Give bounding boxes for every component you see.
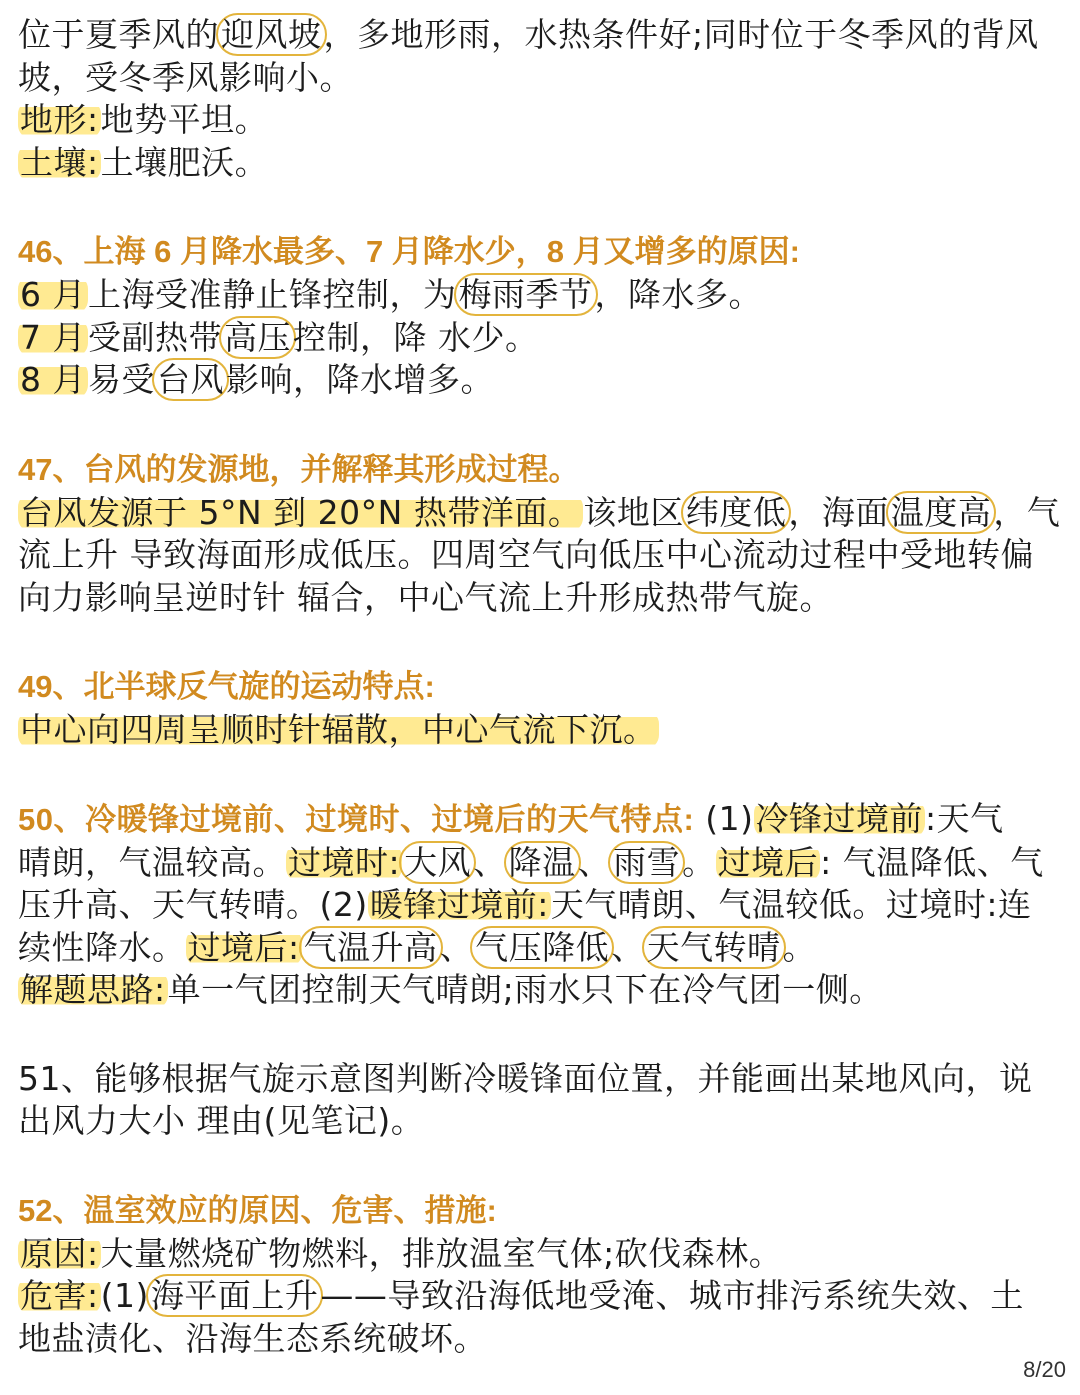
circled-text: 温度高 bbox=[886, 491, 997, 534]
text: (1) bbox=[100, 1276, 149, 1315]
text: 上海受准静止锋控制，为 bbox=[88, 275, 457, 314]
section-50 bbox=[18, 798, 1058, 1012]
text: 受副热带 bbox=[88, 317, 222, 357]
highlighted-label: 6 月 bbox=[20, 275, 86, 314]
question-heading: 52、温室效应的原因、危害、措施: bbox=[18, 1192, 497, 1228]
question-heading: 49、北半球反气旋的运动特点: bbox=[18, 669, 435, 704]
text-line bbox=[18, 317, 1058, 360]
spacer bbox=[18, 1012, 1058, 1058]
text: ，多地形雨，水热条件好;同时位于冬季风的背风 bbox=[323, 15, 1039, 54]
circled-text: 迎风坡 bbox=[216, 13, 327, 56]
circled-text: 大风 bbox=[399, 841, 476, 884]
section-49 bbox=[18, 665, 1058, 752]
note-content bbox=[18, 14, 1061, 1360]
circled-text: 气温升高 bbox=[299, 926, 443, 969]
text-line bbox=[18, 798, 1058, 842]
highlighted-label: 冷锋过境前 bbox=[755, 798, 924, 838]
text-line bbox=[18, 359, 1058, 402]
text-line: 坡，受冬季风影响小。 bbox=[18, 57, 353, 97]
page-number: 8/20 bbox=[1023, 1357, 1066, 1382]
text: 单一气团控制天气晴朗;雨水只下在冷气团一侧。 bbox=[167, 970, 883, 1009]
circled-text: 海平面上升 bbox=[146, 1274, 324, 1317]
text: ，海面 bbox=[788, 492, 889, 532]
text: 续性降水。 bbox=[18, 927, 186, 967]
highlighted-text: 中心向四周呈顺时针辐散，中心气流下沉。 bbox=[20, 710, 657, 749]
section-47 bbox=[18, 448, 1061, 620]
text: ——导致沿海低地受淹、城市排污系统失效、土 bbox=[320, 1276, 1024, 1315]
highlighted-label: 原因: bbox=[20, 1233, 99, 1273]
text: ，气 bbox=[993, 492, 1061, 532]
highlighted-label: 过境时: bbox=[288, 842, 401, 882]
text-line: 地盐渍化、沿海生态系统破坏。 bbox=[18, 1318, 487, 1358]
highlighted-label: 解题思路: bbox=[20, 970, 166, 1009]
circled-text: 天气转晴 bbox=[642, 926, 786, 969]
spacer bbox=[18, 184, 1058, 230]
highlighted-text: 台风发源于 5°N 到 20°N 热带洋面。 bbox=[20, 492, 582, 532]
section-top-continuation bbox=[18, 14, 1058, 184]
spacer bbox=[18, 1143, 1058, 1189]
text-line bbox=[18, 1275, 1058, 1318]
circled-text: 台风 bbox=[152, 358, 229, 401]
question-heading: 50、冷暖锋过境前、过境时、过境后的天气特点: bbox=[18, 801, 695, 837]
text-line: 出风力大小 理由(见笔记)。 bbox=[18, 1101, 425, 1140]
text: 。 bbox=[682, 842, 716, 882]
text: 大量燃烧矿物燃料，排放温室气体;砍伐森林。 bbox=[100, 1233, 783, 1273]
circled-text: 降温 bbox=[504, 841, 581, 884]
highlighted-label: 过境后: bbox=[187, 927, 300, 967]
text: 土壤肥沃。 bbox=[100, 142, 269, 182]
text-line: 51、能够根据气旋示意图判断冷暖锋面位置，并能画出某地风向，说 bbox=[18, 1058, 1033, 1098]
text-line bbox=[18, 492, 1061, 535]
text-line bbox=[18, 927, 1058, 970]
circled-text: 纬度低 bbox=[681, 491, 792, 534]
circled-text: 梅雨季节 bbox=[454, 273, 598, 316]
text-line bbox=[18, 14, 1058, 57]
text: 压升高、天气转晴。(2) bbox=[18, 885, 368, 924]
section-51 bbox=[18, 1058, 1058, 1143]
text: 、 bbox=[473, 842, 507, 882]
question-heading: 47、台风的发源地，并解释其形成过程。 bbox=[18, 451, 580, 487]
spacer bbox=[18, 619, 1058, 665]
text-line bbox=[18, 969, 1058, 1012]
text: 晴朗，气温较高。 bbox=[18, 842, 286, 882]
highlighted-label: 危害: bbox=[20, 1276, 99, 1315]
highlighted-label: 暖锋过境前: bbox=[369, 885, 549, 924]
text: 控制，降 水少。 bbox=[293, 317, 539, 357]
section-52 bbox=[18, 1189, 1058, 1361]
text: 。 bbox=[782, 927, 817, 967]
text: (1) bbox=[694, 798, 754, 838]
text: 、 bbox=[439, 927, 474, 967]
text: 影响，降水增多。 bbox=[226, 360, 494, 399]
text: 地势平坦。 bbox=[100, 100, 269, 139]
text-line bbox=[18, 274, 1058, 317]
highlighted-label: 8 月 bbox=[20, 360, 86, 399]
spacer bbox=[18, 752, 1058, 798]
text-line bbox=[18, 709, 1058, 752]
circled-text: 气压降低 bbox=[470, 926, 614, 969]
text: 易受 bbox=[88, 360, 155, 399]
text: 位于夏季风的 bbox=[18, 15, 219, 54]
text: :天气 bbox=[925, 798, 1004, 838]
spacer bbox=[18, 402, 1058, 448]
text-line bbox=[18, 1233, 1058, 1276]
text-line bbox=[18, 99, 1058, 142]
text: ，降水多。 bbox=[594, 275, 762, 314]
text: 该地区 bbox=[583, 492, 684, 532]
question-heading: 46、上海 6 月降水最多、7 月降水少，8 月又增多的原因: bbox=[18, 234, 800, 269]
text: 天气晴朗、气温较低。过境时:连 bbox=[550, 885, 1032, 924]
section-46 bbox=[18, 230, 1058, 402]
text: 、 bbox=[577, 842, 612, 882]
highlighted-label: 地形: bbox=[20, 100, 99, 139]
text-line: 向力影响呈逆时针 辐合，中心气流上升形成热带气旋。 bbox=[18, 577, 833, 617]
circled-text: 高压 bbox=[219, 316, 296, 359]
highlighted-label: 7 月 bbox=[20, 317, 86, 357]
text-line bbox=[18, 142, 1058, 185]
highlighted-label: 土壤: bbox=[20, 142, 99, 182]
text: 、 bbox=[611, 927, 645, 967]
circled-text: 雨雪 bbox=[608, 841, 685, 884]
text: : 气温降低、气 bbox=[820, 842, 1044, 882]
text-line: 流上升 导致海面形成低压。四周空气向低压中心流动过程中受地转偏 bbox=[18, 535, 1034, 574]
highlighted-label: 过境后 bbox=[717, 842, 819, 882]
text-line bbox=[18, 884, 1058, 927]
text-line bbox=[18, 842, 1058, 885]
